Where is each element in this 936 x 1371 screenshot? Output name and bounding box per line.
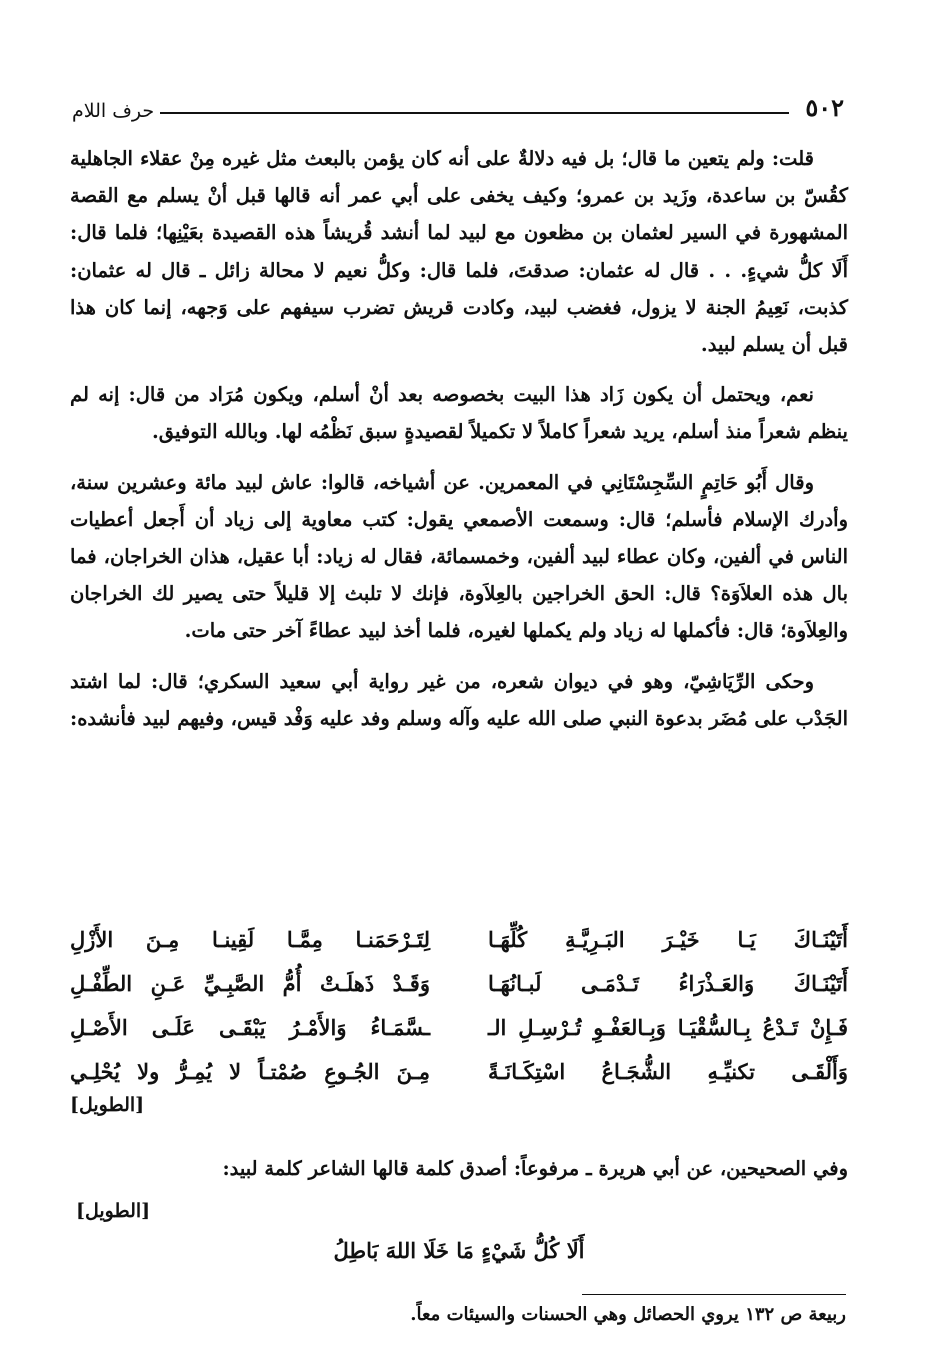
hadith-line: وفي الصحيحين، عن أبي هريرة ـ مرفوعاً: أصدق كلمة قالها الشاعر كلمة لبيد: bbox=[222, 1157, 848, 1180]
verse-second-hemistich: لِتَـرْحَمَنـا مِمَّـا لَقِينـا مِـنَ الأَزْلِ bbox=[70, 927, 430, 952]
verse-first-hemistich: أَتَيْنَـاكَ وَالعَـذْرَاءُ تَـدْمَـى لَبـانُهَـا bbox=[488, 971, 848, 996]
verse-first-hemistich: وَأَلْقَـى تكنيِّـهِ الشُّجَـاعُ اسْتِكَـانَـةً bbox=[488, 1059, 848, 1084]
verse-second-hemistich: وَقَـدْ ذَهلَـتْ أُمُّ الصَّبِـيِّ عَـنِ الطِّفْـلِ bbox=[70, 971, 430, 996]
poem-verse bbox=[70, 962, 848, 1006]
body-text bbox=[70, 140, 848, 750]
page-header bbox=[72, 82, 844, 122]
poem-verse bbox=[70, 1006, 848, 1050]
verse-meter: [الطويل] bbox=[76, 1200, 151, 1222]
paragraph: وقال أَبُو حَاتِمٍ السِّجِسْتَانِي في المعمرين. عن أشياخه، قالوا: عاش لبيد مائة وعشرين سنة، وأدرك الإسلام فأسلم؛ قال: وسمعت الأصمعي يقول: كتب معاوية إلى زياد أن أَجعل أعطيات الناس في ألفين، وكان عطاء لبيد ألفين، وخمسمائة، فقال له زياد: أبا عقيل، هذان الخراجان، فما بال هذه العلاَوَة؟ قال: الحق الخراجين بالعِلاَوة، فإنك لا تلبث إلا قليلاً حتى يصير لك الخراجان والعِلاَوة؛ قال: فأكملها له زياد ولم يكملها لغيره، فلما أخذ لبيد عطاءً آخر حتى مات. bbox=[70, 470, 848, 643]
paragraph: قلت: ولم يتعين ما قال؛ بل فيه دلالةٌ على أنه كان يؤمن بالبعث مثل غيره مِنْ عقلاء الجاهلية كقُسّ بن ساعدة، وزَيد بن عمرو؛ وكيف يخفى على أبي عمر أنه قالها قبل أنْ يسلم مع القصة المشهورة في السير لعثمان بن مظعون مع لبيد لما أنشد قُريشاً هذه القصيدة بعَيْنِها؛ فلما قال: أَلَا كلُّ شيءٍ. . . قال له عثمان: صدقتَ، فلما قال: وكلُّ نعيم لا محالة زائل ـ قال له عثمان: كذبت، نَعِيمُ الجنة لا يزول، فغضب لبيد، وكادت قريش تضرب سيفهم على وَجهه، إنما كان هذا قبل أن يسلم لبيد. bbox=[70, 147, 848, 357]
chapter-title: حرف اللام bbox=[72, 100, 155, 122]
poem bbox=[70, 918, 848, 1120]
footnote: ربيعة ص ١٣٢ يروي الحصائل وهي الحسنات والسيئات معاً. bbox=[410, 1304, 846, 1325]
paragraph: وحكى الرِّيَاشِيّ، وهو في ديوان شعره، من غير رواية أبي سعيد السكري؛ قال: لما اشتد الجَدْب على مُضَر بدعوة النبي صلى الله عليه وآله وسلم وفد عليه وَفْد قيس، وفيهم لبيد فأنشده: bbox=[70, 669, 848, 730]
poem-verse bbox=[70, 1050, 848, 1094]
verse-second-hemistich: مِـنَ الجُـوعِ صُمْتـاً لا يُمِـرُّ ولا يُحْلِـي bbox=[70, 1059, 430, 1084]
paragraph: نعم، ويحتمل أن يكون زَاد هذا البيت بخصوصه بعد أنْ أسلم، ويكون مُرَاد من قال: إنه لم ينظم شعراً منذ أسلم، يريد شعراً كاملاً لا تكميلاً لقصيدةٍ سبق نَظْمُه لها. وبالله التوفيق. bbox=[70, 383, 848, 444]
verse-first-hemistich: فَـإِنْ تَـدْعُ بِـالسُّقْيَـا وَبِـالعَفْـوِ تُـرْسِـلِ الـ bbox=[488, 1015, 848, 1040]
verse-second-hemistich: ـسَّمَـاءُ وَالأَمْـرُ يَبْقَـى عَلَـى الأَصْـلِ bbox=[70, 1015, 430, 1040]
page-number: ٥٠٢ bbox=[805, 93, 844, 122]
header-rule bbox=[160, 112, 789, 114]
poem-meter: [الطويل] bbox=[70, 1094, 145, 1116]
poem-verse bbox=[70, 918, 848, 962]
verse-first-hemistich: أَتَيْنَـاكَ يَـا خَيْـرَ البَـرِيَّـةِ كُلِّهَـا bbox=[488, 927, 848, 952]
footnote-rule bbox=[582, 1294, 846, 1295]
single-verse: أَلَا كُلُّ شَيْءٍ مَا خَلَا اللهَ بَاطِلُ bbox=[333, 1238, 585, 1263]
